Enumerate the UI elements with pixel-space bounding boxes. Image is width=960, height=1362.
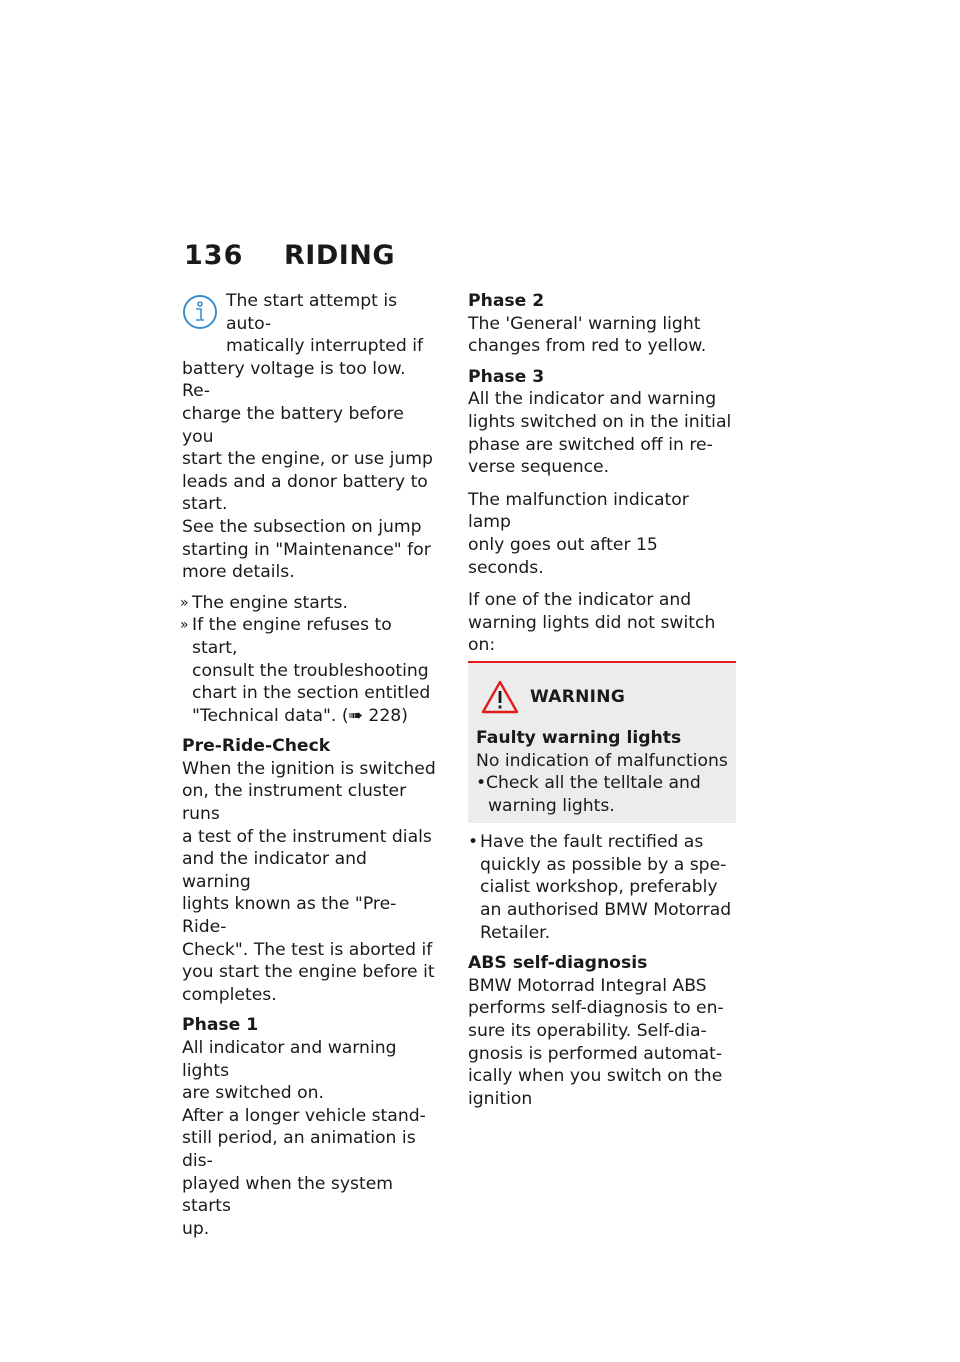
precheck-heading: Pre-Ride-Check: [182, 736, 331, 757]
result-list: [182, 592, 438, 728]
info-line: leads and a donor battery to: [182, 471, 428, 492]
abs-line: sure its operability. Self-dia-: [468, 1021, 707, 1042]
cross-reference[interactable]: "Technical data". (➠ 228): [192, 705, 408, 726]
action-line: cialist workshop, preferably: [480, 877, 718, 898]
info-line: See the subsection on jump: [182, 516, 422, 537]
warning-description: No indication of malfunctions: [476, 750, 728, 771]
phase3-line: phase are switched off in re-: [468, 434, 713, 455]
abs-line: ignition: [468, 1088, 533, 1109]
precheck-line: on, the instrument cluster runs: [182, 781, 407, 825]
phase1-line: are switched on.: [182, 1083, 324, 1104]
precheck-line: When the ignition is switched: [182, 758, 436, 779]
phase1-line: After a longer vehicle stand-: [182, 1105, 426, 1126]
warning-bullet-line: warning lights.: [488, 795, 615, 816]
malfunction-line: only goes out after 15 seconds.: [468, 534, 658, 578]
left-column: [182, 290, 438, 1240]
warning-bullets: [476, 772, 728, 817]
action-dot: •: [468, 832, 479, 853]
info-line: charge the battery before you: [182, 403, 404, 447]
result-item: [182, 592, 438, 615]
result-marker: »: [180, 594, 189, 611]
ifnot-line: warning lights did not switch: [468, 612, 716, 633]
info-line: battery voltage is too low. Re-: [182, 358, 406, 402]
phase3-section: [468, 366, 736, 479]
result-line: If the engine refuses to start,: [192, 615, 392, 658]
phase1-line: up.: [182, 1218, 210, 1239]
phase1-line: played when the system starts: [182, 1173, 394, 1217]
phase1-heading: Phase 1: [182, 1015, 259, 1036]
info-icon: [182, 294, 218, 330]
abs-line: BMW Motorrad Integral ABS: [468, 975, 707, 996]
action-list: [468, 831, 736, 944]
page-number: 136: [184, 240, 244, 271]
info-line: The start attempt is auto-: [226, 291, 398, 334]
action-line: Retailer.: [480, 922, 551, 943]
warning-title: Faulty warning lights: [476, 727, 682, 748]
precheck-line: lights known as the "Pre-Ride-: [182, 894, 397, 938]
precheck-line: Check". The test is aborted if: [182, 939, 433, 960]
action-line: an authorised BMW Motorrad: [480, 900, 732, 921]
info-note: [182, 290, 438, 584]
result-line: consult the troubleshooting: [192, 660, 429, 681]
warning-header: [476, 679, 728, 715]
info-line: start.: [182, 494, 228, 515]
abs-section: [468, 952, 736, 1110]
info-line: more details.: [182, 562, 295, 583]
result-line: chart in the section entitled: [192, 683, 431, 704]
result-item: [182, 614, 438, 727]
result-marker: »: [180, 617, 189, 634]
abs-line: gnosis is performed automat-: [468, 1043, 723, 1064]
precheck-line: completes.: [182, 984, 277, 1005]
warning-label: WARNING: [530, 686, 626, 707]
right-column: [468, 290, 736, 1110]
info-text: [182, 290, 438, 584]
action-line: quickly as possible by a spe-: [480, 854, 727, 875]
phase1-line: still period, an animation is dis-: [182, 1128, 416, 1171]
malfunction-paragraph: [468, 489, 736, 579]
action-line: Have the fault rectified as: [480, 832, 704, 853]
info-line: matically interrupted if: [226, 336, 424, 357]
malfunction-line: The malfunction indicator lamp: [468, 489, 689, 533]
action-item: [468, 831, 736, 944]
ifnot-line: on:: [468, 635, 496, 656]
ifnot-line: If one of the indicator and: [468, 590, 692, 611]
warning-bullet-line: Check all the telltale and: [486, 773, 701, 794]
info-line: starting in "Maintenance" for: [182, 539, 431, 560]
info-line: start the engine, or use jump: [182, 449, 433, 470]
phase2-line: changes from red to yellow.: [468, 336, 707, 357]
abs-heading: ABS self-diagnosis: [468, 953, 648, 974]
precheck-line: and the indicator and warning: [182, 849, 367, 892]
phase3-line: verse sequence.: [468, 457, 610, 478]
phase3-line: All the indicator and warning: [468, 389, 717, 410]
precheck-line: you start the engine before it: [182, 962, 435, 983]
section-title: RIDING: [284, 240, 396, 271]
warning-triangle-icon: [480, 679, 520, 715]
page-header: [184, 240, 395, 280]
warning-box: [468, 661, 736, 823]
ifnot-paragraph: [468, 589, 736, 657]
phase1-section: [182, 1014, 438, 1240]
abs-line: ically when you switch on the: [468, 1066, 723, 1087]
bullet-dot: •: [476, 773, 487, 794]
abs-line: performs self-diagnosis to en-: [468, 998, 724, 1019]
result-line: The engine starts.: [192, 592, 348, 613]
phase2-section: [468, 290, 736, 358]
phase3-line: lights switched on in the initial: [468, 411, 732, 432]
phase3-heading: Phase 3: [468, 366, 545, 387]
precheck-section: [182, 735, 438, 1006]
warning-bullet: [476, 772, 728, 817]
phase2-line: The 'General' warning light: [468, 313, 701, 334]
precheck-line: a test of the instrument dials: [182, 826, 432, 847]
phase1-line: All indicator and warning lights: [182, 1038, 397, 1081]
phase2-heading: Phase 2: [468, 291, 545, 311]
